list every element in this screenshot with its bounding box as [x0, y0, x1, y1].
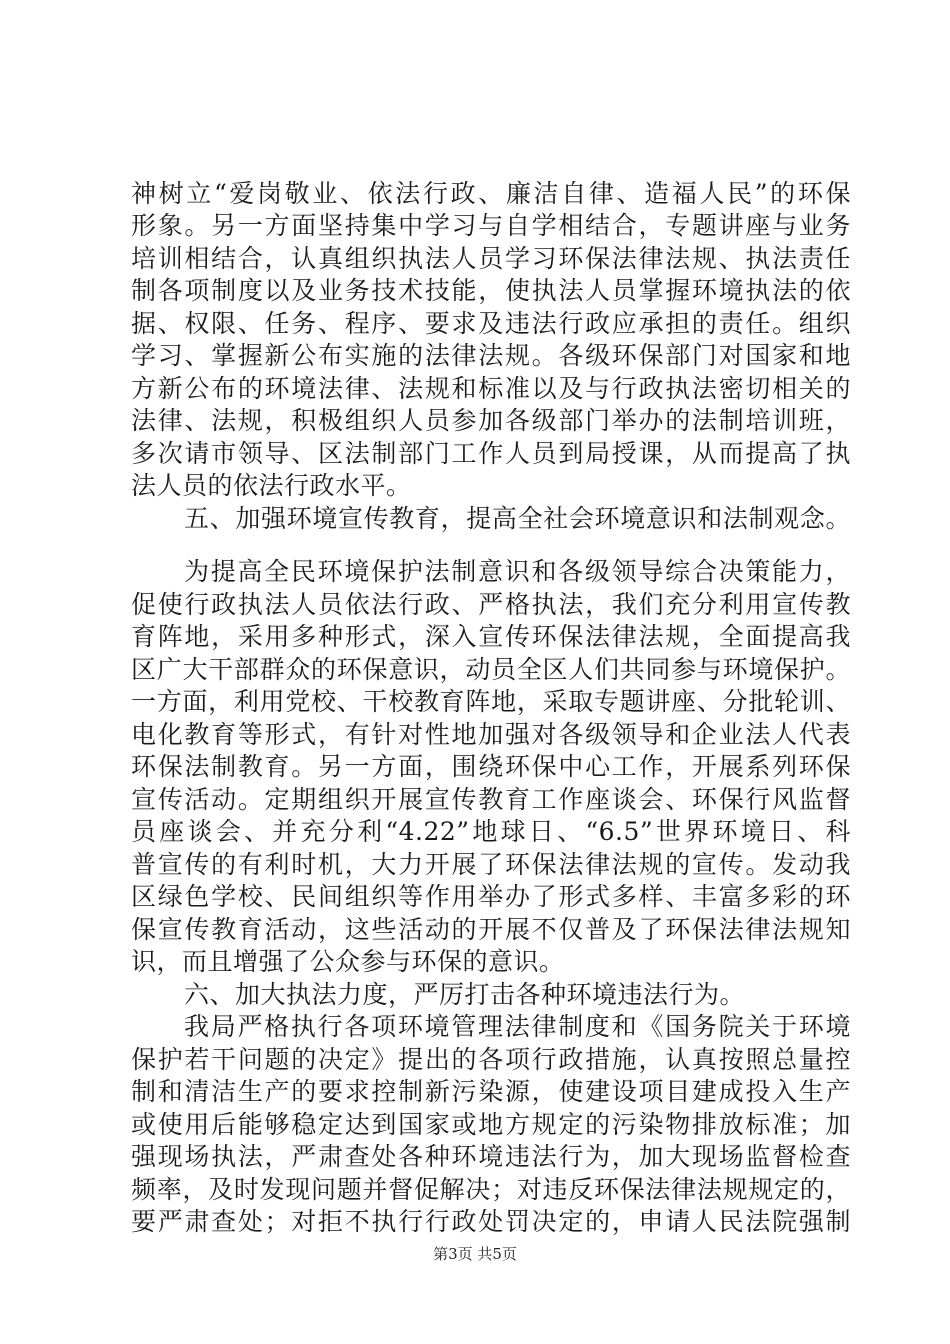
- body-text-line: 学习、掌握新公布实施的法律法规。各级环保部门对国家和地: [131, 341, 851, 370]
- body-text-line: 区广大干部群众的环保意识，动员全区人们共同参与环境保护。: [131, 655, 851, 684]
- body-text-line: 一方面，利用党校、干校教育阵地，采取专题讲座、分批轮训、: [131, 687, 851, 716]
- body-text-line: 普宣传的有利时机，大力开展了环保法律法规的宣传。发动我: [131, 850, 851, 879]
- body-text-line: 强现场执法，严肃查处各种环境违法行为，加大现场监督检查: [131, 1142, 851, 1171]
- body-text-line: 员座谈会、并充分利“4.22”地球日、“6.5”世界环境日、科: [131, 817, 851, 846]
- body-text-line: 据、权限、任务、程序、要求及违法行政应承担的责任。组织: [131, 309, 851, 338]
- body-text-line: 识，而且增强了公众参与环保的意识。: [131, 947, 565, 976]
- section-heading-five: 五、加强环境宣传教育，提高全社会环境意识和法制观念。: [184, 504, 851, 533]
- body-text-line: 法人员的依法行政水平。: [131, 471, 412, 500]
- paragraph-first-line: 为提高全民环境保护法制意识和各级领导综合决策能力，: [184, 557, 851, 586]
- body-text-line: 促使行政执法人员依法行政、严格执法，我们充分利用宣传教: [131, 590, 851, 619]
- body-text-line: 形象。另一方面坚持集中学习与自学相结合，专题讲座与业务: [131, 211, 851, 240]
- body-text-line: 多次请市领导、区法制部门工作人员到局授课，从而提高了执: [131, 439, 851, 468]
- body-text-line: 方新公布的环境法律、法规和标准以及与行政执法密切相关的: [131, 374, 851, 403]
- body-text-line: 制各项制度以及业务技术技能，使执法人员掌握环境执法的依: [131, 276, 851, 305]
- body-text-line: 保护若干问题的决定》提出的各项行政措施，认真按照总量控: [131, 1045, 851, 1074]
- body-text-line: 育阵地，采用多种形式，深入宣传环保法律法规，全面提高我: [131, 622, 851, 651]
- paragraph-first-line: 我局严格执行各项环境管理法律制度和《国务院关于环境: [184, 1012, 851, 1041]
- page-number-footer: 第3页 共5页: [433, 1245, 517, 1263]
- body-text-line: 电化教育等形式，有针对性地加强对各级领导和企业法人代表: [131, 720, 851, 749]
- body-text-line: 宣传活动。定期组织开展宣传教育工作座谈会、环保行风监督: [131, 785, 851, 814]
- body-text-line: 培训相结合，认真组织执法人员学习环保法律法规、执法责任: [131, 244, 851, 273]
- body-text-line: 环保法制教育。另一方面，围绕环保中心工作，开展系列环保: [131, 752, 851, 781]
- body-text-line: 频率，及时发现问题并督促解决；对违反环保法律法规规定的，: [131, 1175, 851, 1204]
- body-text-line: 或使用后能够稳定达到国家或地方规定的污染物排放标准；加: [131, 1110, 851, 1139]
- body-text-line: 神树立“爱岗敬业、依法行政、廉洁自律、造福人民”的环保: [131, 179, 851, 208]
- body-text-line: 区绿色学校、民间组织等作用举办了形式多样、丰富多彩的环: [131, 882, 851, 911]
- body-text-line: 制和清洁生产的要求控制新污染源，使建设项目建成投入生产: [131, 1077, 851, 1106]
- section-heading-six: 六、加大执法力度，严厉打击各种环境违法行为。: [184, 980, 746, 1009]
- body-text-line: 要严肃查处；对拒不执行行政处罚决定的，申请人民法院强制: [131, 1207, 851, 1236]
- body-text-line: 法律、法规，积极组织人员参加各级部门举办的法制培训班，: [131, 406, 851, 435]
- body-text-line: 保宣传教育活动，这些活动的开展不仅普及了环保法律法规知: [131, 915, 851, 944]
